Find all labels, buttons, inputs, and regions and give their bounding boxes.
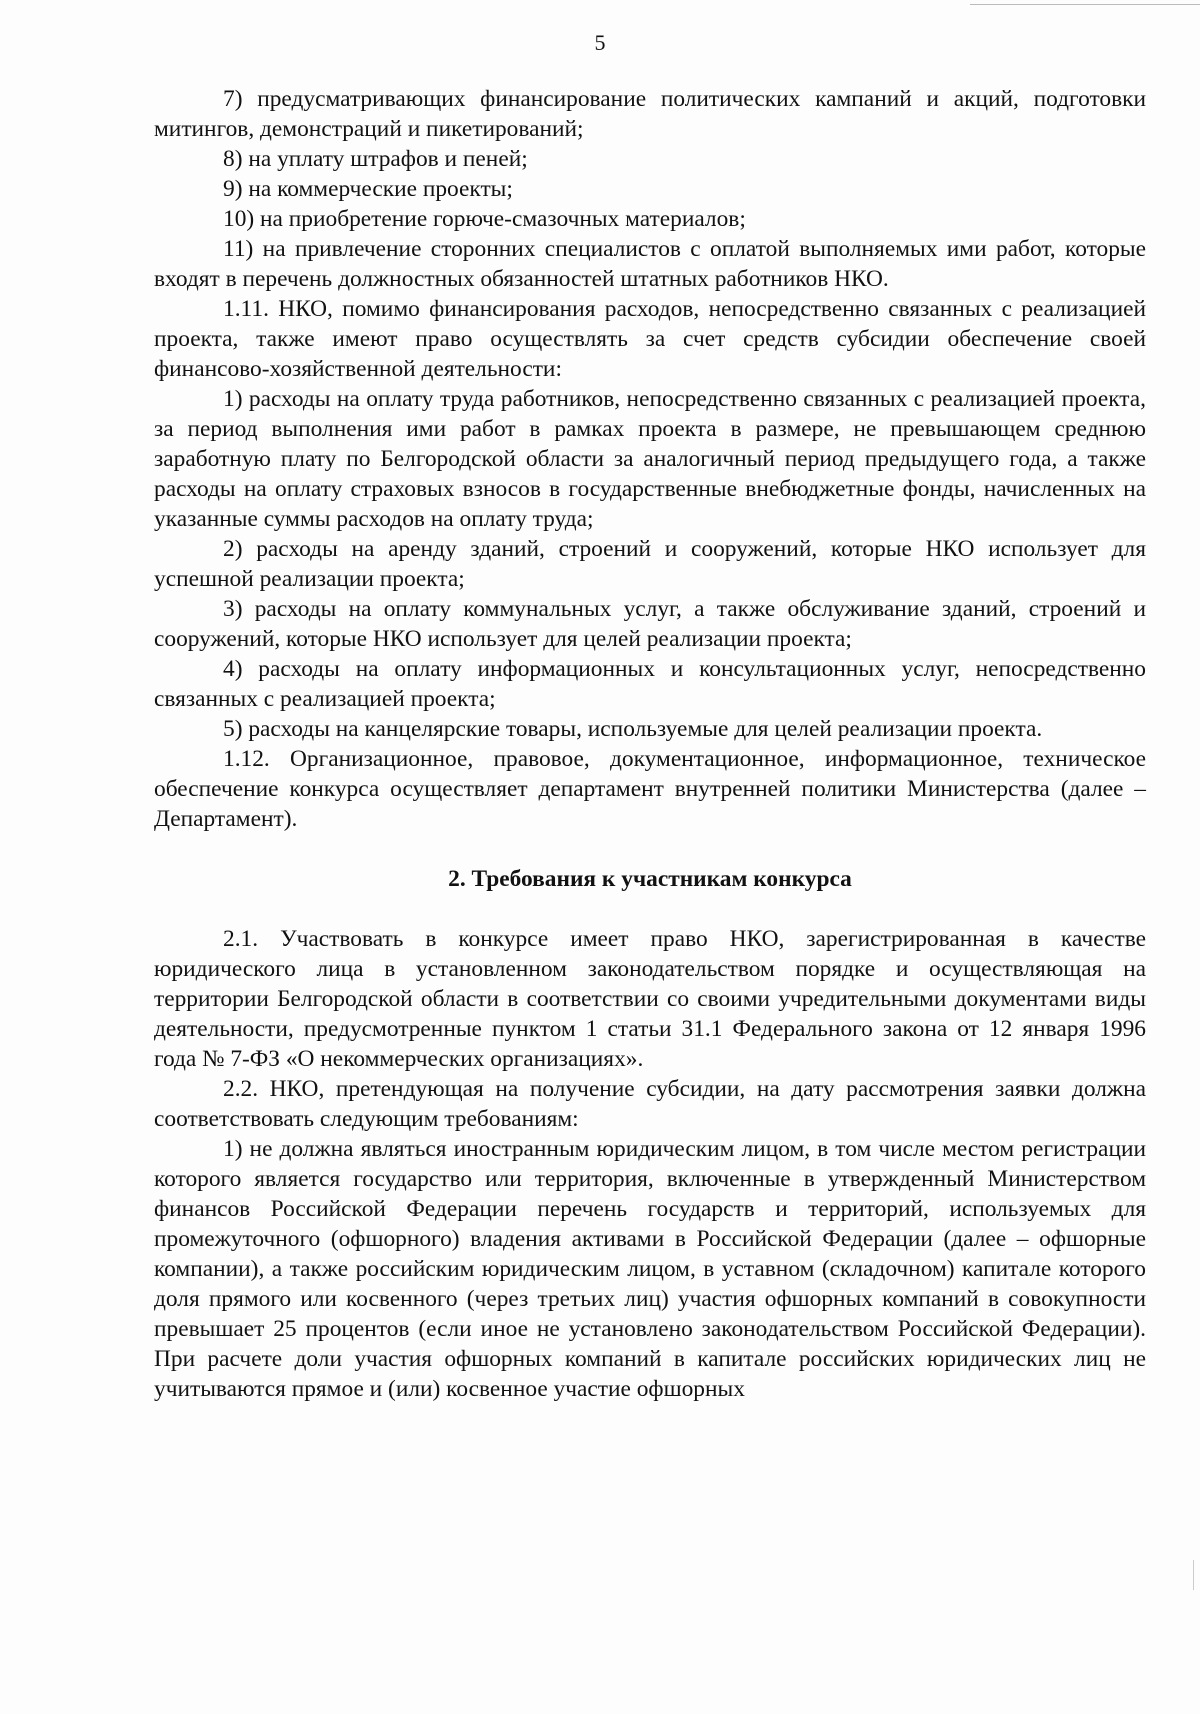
paragraph-requirement-1: 1) не должна являться иностранным юридическим лицом, в том числе местом регистрации которого является государство или территория, включенные в утвержденный Министерством финансов Российской Федерации перечень государств и территорий, используемых для промежуточного (офшорного) владения активами в Российской Федерации (далее – офшорные компании), а также российским юридическим лицом, в уставном (складочном) капитале которого доля прямого или косвенного (через третьих лиц) участия офшорных компаний в совокупности превышает 25 процентов (если иное не установлено законодательством Российской Федерации). При расчете доли участия офшорных компаний в капитале российских юридических лиц не учитываются прямое и (или) косвенное участие офшорных [154, 1136, 1146, 1402]
paragraph-expense-5: 5) расходы на канцелярские товары, используемые для целей реализации проекта. [223, 716, 1043, 742]
paragraph-item-9: 9) на коммерческие проекты; [223, 176, 513, 202]
paragraph-clause-1-12: 1.12. Организационное, правовое, документационное, информационное, техническое обеспечение конкурса осуществляет департамент внутренней политики Министерства (далее – Департамент). [154, 746, 1146, 832]
paragraph-clause-2-1: 2.1. Участвовать в конкурсе имеет право НКО, зарегистрированная в качестве юридического лица в установленном законодательством порядке и осуществляющая на территории Белгородской области в соответствии со своими учредительными документами виды деятельности, предусмотренные пунктом 1 статьи 31.1 Федерального закона от 12 января 1996 года № 7-ФЗ «О некоммерческих организациях». [154, 926, 1146, 1072]
paragraph-clause-1-11: 1.11. НКО, помимо финансирования расходов, непосредственно связанных с реализацией проекта, также имеют право осуществлять за счет средств субсидии обеспечение своей финансово-хозяйственной деятельности: [154, 296, 1146, 382]
paragraph-clause-2-2: 2.2. НКО, претендующая на получение субсидии, на дату рассмотрения заявки должна соответствовать следующим требованиям: [154, 1076, 1146, 1132]
paragraph-item-8: 8) на уплату штрафов и пеней; [223, 146, 528, 172]
paragraph-expense-1: 1) расходы на оплату труда работников, непосредственно связанных с реализацией проекта, за период выполнения ими работ в рамках проекта в размере, не превышающем среднюю заработную плату по Белгородской области за аналогичный период предыдущего года, а также расходы на оплату страховых взносов в государственные внебюджетные фонды, начисленных на указанные суммы расходов на оплату труда; [154, 386, 1146, 532]
paragraph-item-10: 10) на приобретение горюче-смазочных материалов; [223, 206, 746, 232]
scan-artifact-mark [1193, 1560, 1194, 1590]
paragraph-item-11: 11) на привлечение сторонних специалистов с оплатой выполняемых ими работ, которые входят в перечень должностных обязанностей штатных работников НКО. [154, 236, 1146, 292]
paragraph-item-7: 7) предусматривающих финансирование политических кампаний и акций, подготовки митингов, демонстраций и пикетирований; [154, 86, 1146, 142]
paragraph-expense-4: 4) расходы на оплату информационных и консультационных услуг, непосредственно связанных с реализацией проекта; [154, 656, 1146, 712]
document-body [154, 84, 1146, 1404]
page-number: 5 [594, 30, 606, 55]
scan-artifact-line [970, 4, 1200, 5]
paragraph-expense-3: 3) расходы на оплату коммунальных услуг, а также обслуживание зданий, строений и сооружений, которые НКО использует для целей реализации проекта; [154, 596, 1146, 652]
section-heading: 2. Требования к участникам конкурса [448, 866, 852, 892]
paragraph-expense-2: 2) расходы на аренду зданий, строений и сооружений, которые НКО использует для успешной реализации проекта; [154, 536, 1146, 592]
